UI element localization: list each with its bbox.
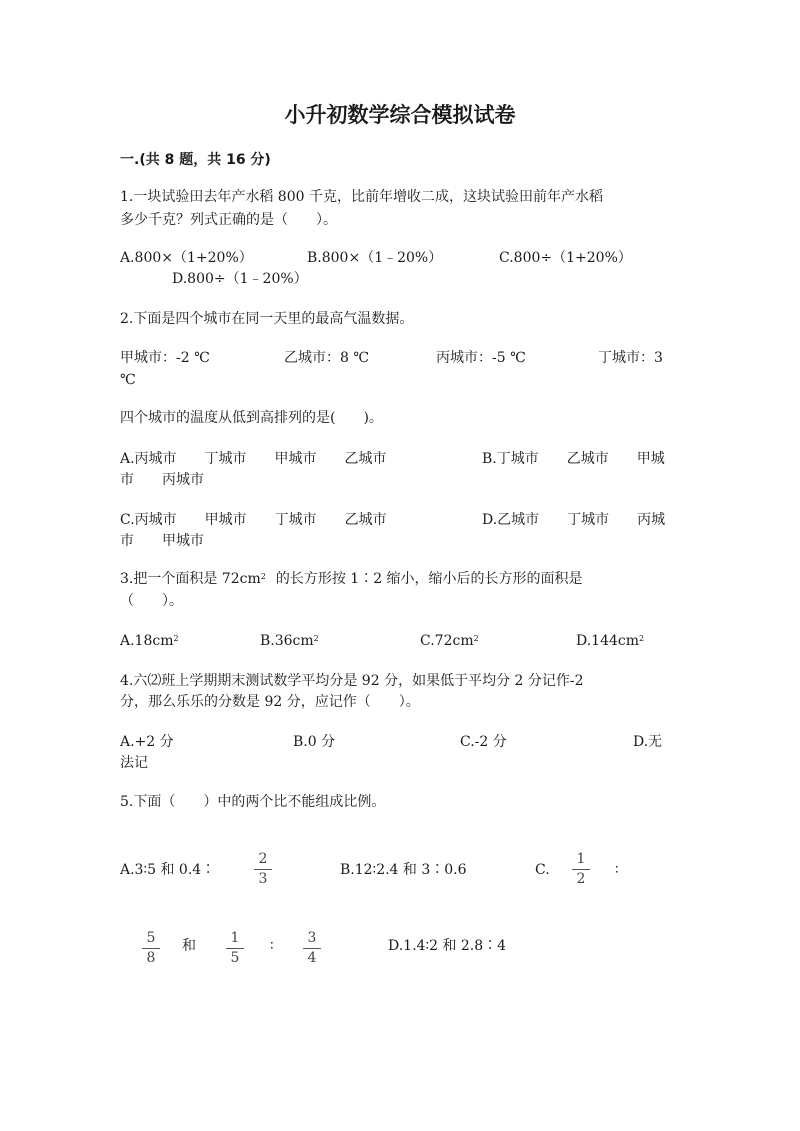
section-heading: 一.(共 8 题，共 16 分): [120, 152, 271, 168]
fraction-denominator: 2: [576, 871, 586, 887]
q5-option-d: D.1.4∶2 和 2.8∶4: [388, 938, 507, 954]
q1-stem-line2: 多少千克？列式正确的是（ ）。: [120, 212, 337, 228]
q2-city-ding-unit: ℃: [120, 372, 136, 388]
q3-option-a-sup: 2: [173, 634, 179, 643]
q3-stem-post: 的长方形按 1∶2 缩小，缩小后的长方形的面积是: [275, 571, 583, 587]
fraction-numerator: 5: [146, 930, 156, 946]
exam-title: 小升初数学综合模拟试卷: [284, 103, 516, 127]
q1-option-d: D.800÷（1﹣20%）: [172, 271, 308, 287]
q1-option-b: B.800×（1﹣20%）: [307, 250, 443, 266]
fraction-denominator: 5: [230, 950, 240, 966]
q2-city-yi: 乙城市：8 ℃: [284, 350, 370, 366]
q2-option-d-wrap: 市 甲城市: [120, 533, 204, 549]
q4-option-d-wrap: 法记: [120, 755, 148, 771]
q4-stem-line2: 分，那么乐乐的分数是 92 分，应记作（ ）。: [120, 694, 420, 710]
q3-option-d: [576, 631, 644, 651]
q4-option-b: B.0 分: [293, 734, 336, 750]
q3-option-a-text: A.18cm: [120, 633, 174, 649]
q4-option-a: A.+2 分: [120, 734, 174, 750]
q2-city-ding: 丁城市：3: [598, 350, 663, 366]
q5-option-c-colon2: ∶: [270, 938, 274, 954]
q5-option-c-fraction4: [301, 931, 323, 966]
fraction-denominator: 3: [258, 871, 268, 887]
fraction-bar: [226, 948, 244, 949]
q3-option-c-sup: 2: [473, 634, 479, 643]
q1-option-a: A.800×（1+20%）: [120, 250, 253, 266]
fraction-bar: [303, 948, 321, 949]
fraction-bar: [254, 869, 272, 870]
q4-option-c: C.-2 分: [460, 734, 507, 750]
q2-city-jia: 甲城市：-2 ℃: [120, 350, 210, 366]
fraction-denominator: 4: [307, 950, 317, 966]
q3-option-b-sup: 2: [313, 634, 319, 643]
fraction-bar: [572, 869, 590, 870]
q2-question: 四个城市的温度从低到高排列的是( )。: [120, 410, 383, 426]
fraction-numerator: 3: [307, 930, 317, 946]
q4-option-d: D.无: [633, 734, 663, 750]
q1-stem-line1: 1.一块试验田去年产水稻 800 千克，比前年增收二成，这块试验田前年产水稻: [120, 189, 603, 205]
fraction-numerator: 2: [258, 851, 268, 867]
q3-option-c-text: C.72cm: [420, 633, 474, 649]
q2-option-a: A.丙城市 丁城市 甲城市 乙城市: [120, 451, 387, 467]
fraction-numerator: 1: [576, 851, 586, 867]
q3-superscript: 2: [260, 572, 266, 581]
q5-option-c-colon1: ∶: [615, 862, 619, 878]
q3-stem-line1: [120, 569, 583, 589]
fraction-numerator: 1: [230, 930, 240, 946]
q5-option-a-fraction: [252, 852, 274, 887]
fraction-bar: [142, 948, 160, 949]
q5-option-c-fraction2: [140, 931, 162, 966]
fraction-denominator: 8: [146, 950, 156, 966]
q5-option-c-label: C.: [535, 862, 550, 878]
q5-stem: 5.下面（ ）中的两个比不能组成比例。: [120, 794, 386, 810]
q4-stem-line1: 4.六⑵班上学期期末测试数学平均分是 92 分，如果低于平均分 2 分记作-2: [120, 673, 584, 689]
q3-option-b: [260, 631, 319, 651]
q2-option-b: B.丁城市 乙城市 甲城: [482, 451, 665, 467]
q1-option-c: C.800÷（1+20%）: [499, 250, 632, 266]
q2-stem: 2.下面是四个城市在同一天里的最高气温数据。: [120, 311, 414, 327]
q3-stem-line2: （ ）。: [120, 593, 183, 609]
q5-option-c-fraction3: [224, 931, 246, 966]
q3-option-c: [420, 631, 479, 651]
q3-option-b-text: B.36cm: [260, 633, 314, 649]
q3-option-d-sup: 2: [639, 634, 645, 643]
q5-option-c-fraction1: [570, 852, 592, 887]
q3-option-a: [120, 631, 179, 651]
q3-option-d-text: D.144cm: [576, 633, 640, 649]
q2-option-c: C.丙城市 甲城市 丁城市 乙城市: [120, 512, 387, 528]
q2-option-d: D.乙城市 丁城市 丙城: [482, 512, 666, 528]
q5-option-a-text: A.3∶5 和 0.4∶: [120, 862, 216, 878]
q3-stem-pre: 3.把一个面积是 72cm: [120, 571, 261, 587]
q5-option-b: B.12∶2.4 和 3∶0.6: [340, 862, 467, 878]
q2-city-bing: 丙城市：-5 ℃: [436, 350, 526, 366]
q5-option-c-and: 和: [182, 938, 196, 954]
q2-option-b-wrap: 市 丙城市: [120, 472, 204, 488]
